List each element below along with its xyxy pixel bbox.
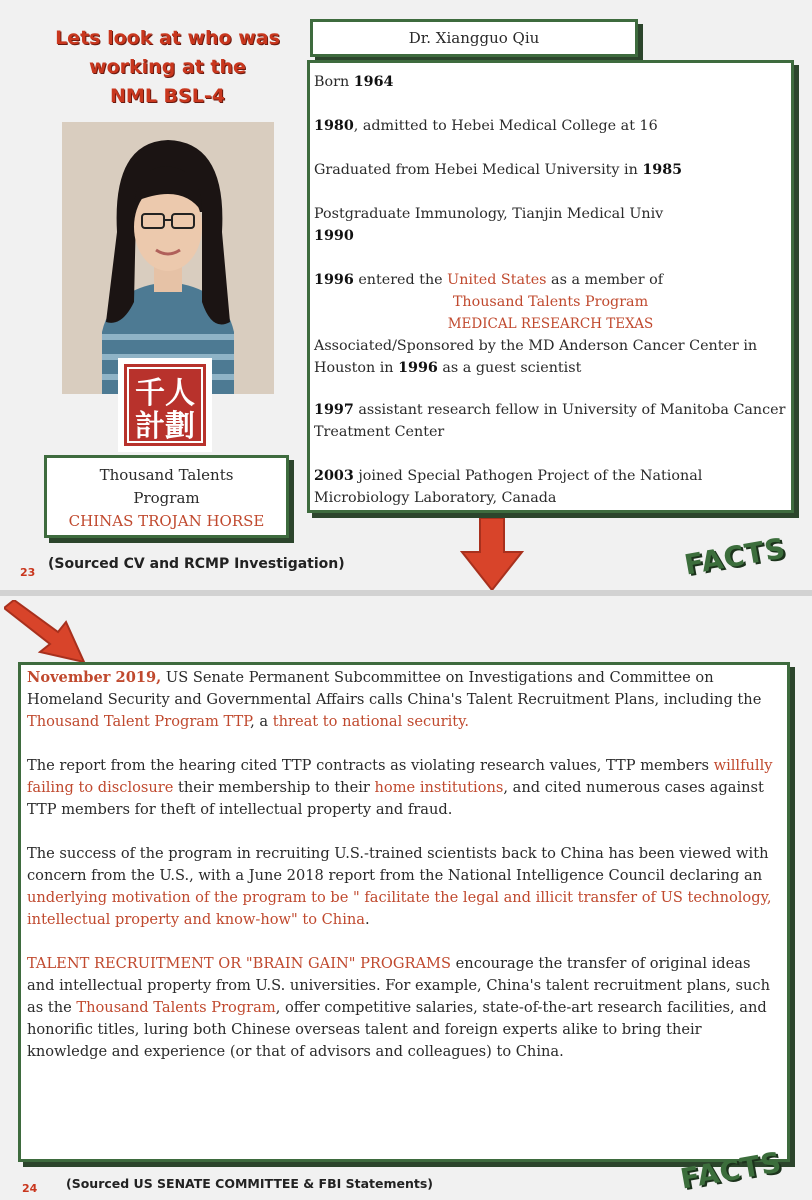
ttp-line: Thousand Talents: [99, 466, 234, 484]
portrait-illustration: [62, 122, 274, 394]
slide-24: [0, 596, 812, 1200]
portrait-photo: [62, 122, 274, 394]
cv-1997: 1997 assistant research fellow in University of Manitoba Cancer Treatment Center: [314, 402, 786, 440]
facts-stamp: FACTS: [681, 531, 789, 582]
cv-mrt: MEDICAL RESEARCH TEXAS: [447, 316, 654, 332]
paragraph-2: The report from the hearing cited TTP contracts as violating research values, TTP members willfully failing to disclosure their membership to their home institutions, and cited numerous cases against TTP members for theft of intellectual property and fraud.: [27, 757, 773, 818]
cv-1996: 1996 entered the United States as a member of: [314, 272, 663, 288]
cv-box: [307, 60, 794, 513]
thousand-talents-seal-icon: [118, 358, 212, 452]
cv-born: Born 1964: [314, 74, 394, 90]
paragraph-3: The success of the program in recruiting U.S.-trained scientists back to China has been viewed with concern from the U.S., with a June 2018 report from the National Intelligence Council declaring an underlying motivation of the program to be " facilitate the legal and illicit transfer of US technology, intellectual property and know-how" to China.: [27, 845, 772, 928]
name-box: [310, 19, 638, 57]
senate-report-box: [18, 662, 790, 1162]
down-arrow-icon: [460, 518, 524, 592]
heading-line: NML BSL-4: [110, 85, 225, 107]
svg-text:計劃: 計劃: [135, 409, 195, 444]
source-note: (Sourced CV and RCMP Investigation): [48, 556, 345, 572]
ttp-box: [44, 455, 289, 538]
source-note: (Sourced US SENATE COMMITTEE & FBI Statements): [66, 1176, 433, 1191]
paragraph-4: TALENT RECRUITMENT OR "BRAIN GAIN" PROGRAMS encourage the transfer of original ideas and intellectual property from U.S. universities. For example, China's talent recruitment plans, such as the Thousand Talents Program, offer competitive salaries, state-of-the-art research facilities, and honorific titles, luring both Chinese overseas talent and foreign experts alike to bring their knowledge and experience (or that of advisors and colleagues) to China.: [27, 955, 770, 1060]
cv-ttp: Thousand Talents Program: [452, 294, 649, 310]
slide-23: [0, 0, 812, 590]
cv-2003: 2003 joined Special Pathogen Project of the National Microbiology Laboratory, Canada: [314, 468, 703, 506]
cv-1990: Postgraduate Immunology, Tianjin Medical Univ 1990: [314, 206, 664, 244]
cv-1985: Graduated from Hebei Medical University in 1985: [314, 162, 683, 178]
ttp-tagline: CHINAS TROJAN HORSE: [68, 512, 265, 530]
paragraph-1: November 2019, US Senate Permanent Subcommittee on Investigations and Committee on Homeland Security and Governmental Affairs calls China's Talent Recruitment Plans, including the Thousand Talent Program TTP, a threat to national security.: [27, 669, 762, 730]
slide-heading: [20, 24, 315, 111]
page-number: 23: [20, 566, 36, 579]
heading-line: working at the: [89, 56, 246, 78]
facts-stamp: FACTS: [677, 1145, 785, 1196]
cv-1980: 1980, admitted to Hebei Medical College at 16: [314, 118, 658, 134]
svg-text:千人: 千人: [135, 376, 195, 411]
cv-assoc: Associated/Sponsored by the MD Anderson Cancer Center in Houston in 1996 as a guest scientist: [314, 338, 758, 376]
heading-line: Lets look at who was: [55, 27, 280, 49]
page-number: 24: [22, 1182, 38, 1195]
ttp-line: Program: [133, 489, 200, 507]
person-name: Dr. Xiangguo Qiu: [408, 29, 540, 47]
diagonal-arrow-icon: [4, 600, 88, 664]
